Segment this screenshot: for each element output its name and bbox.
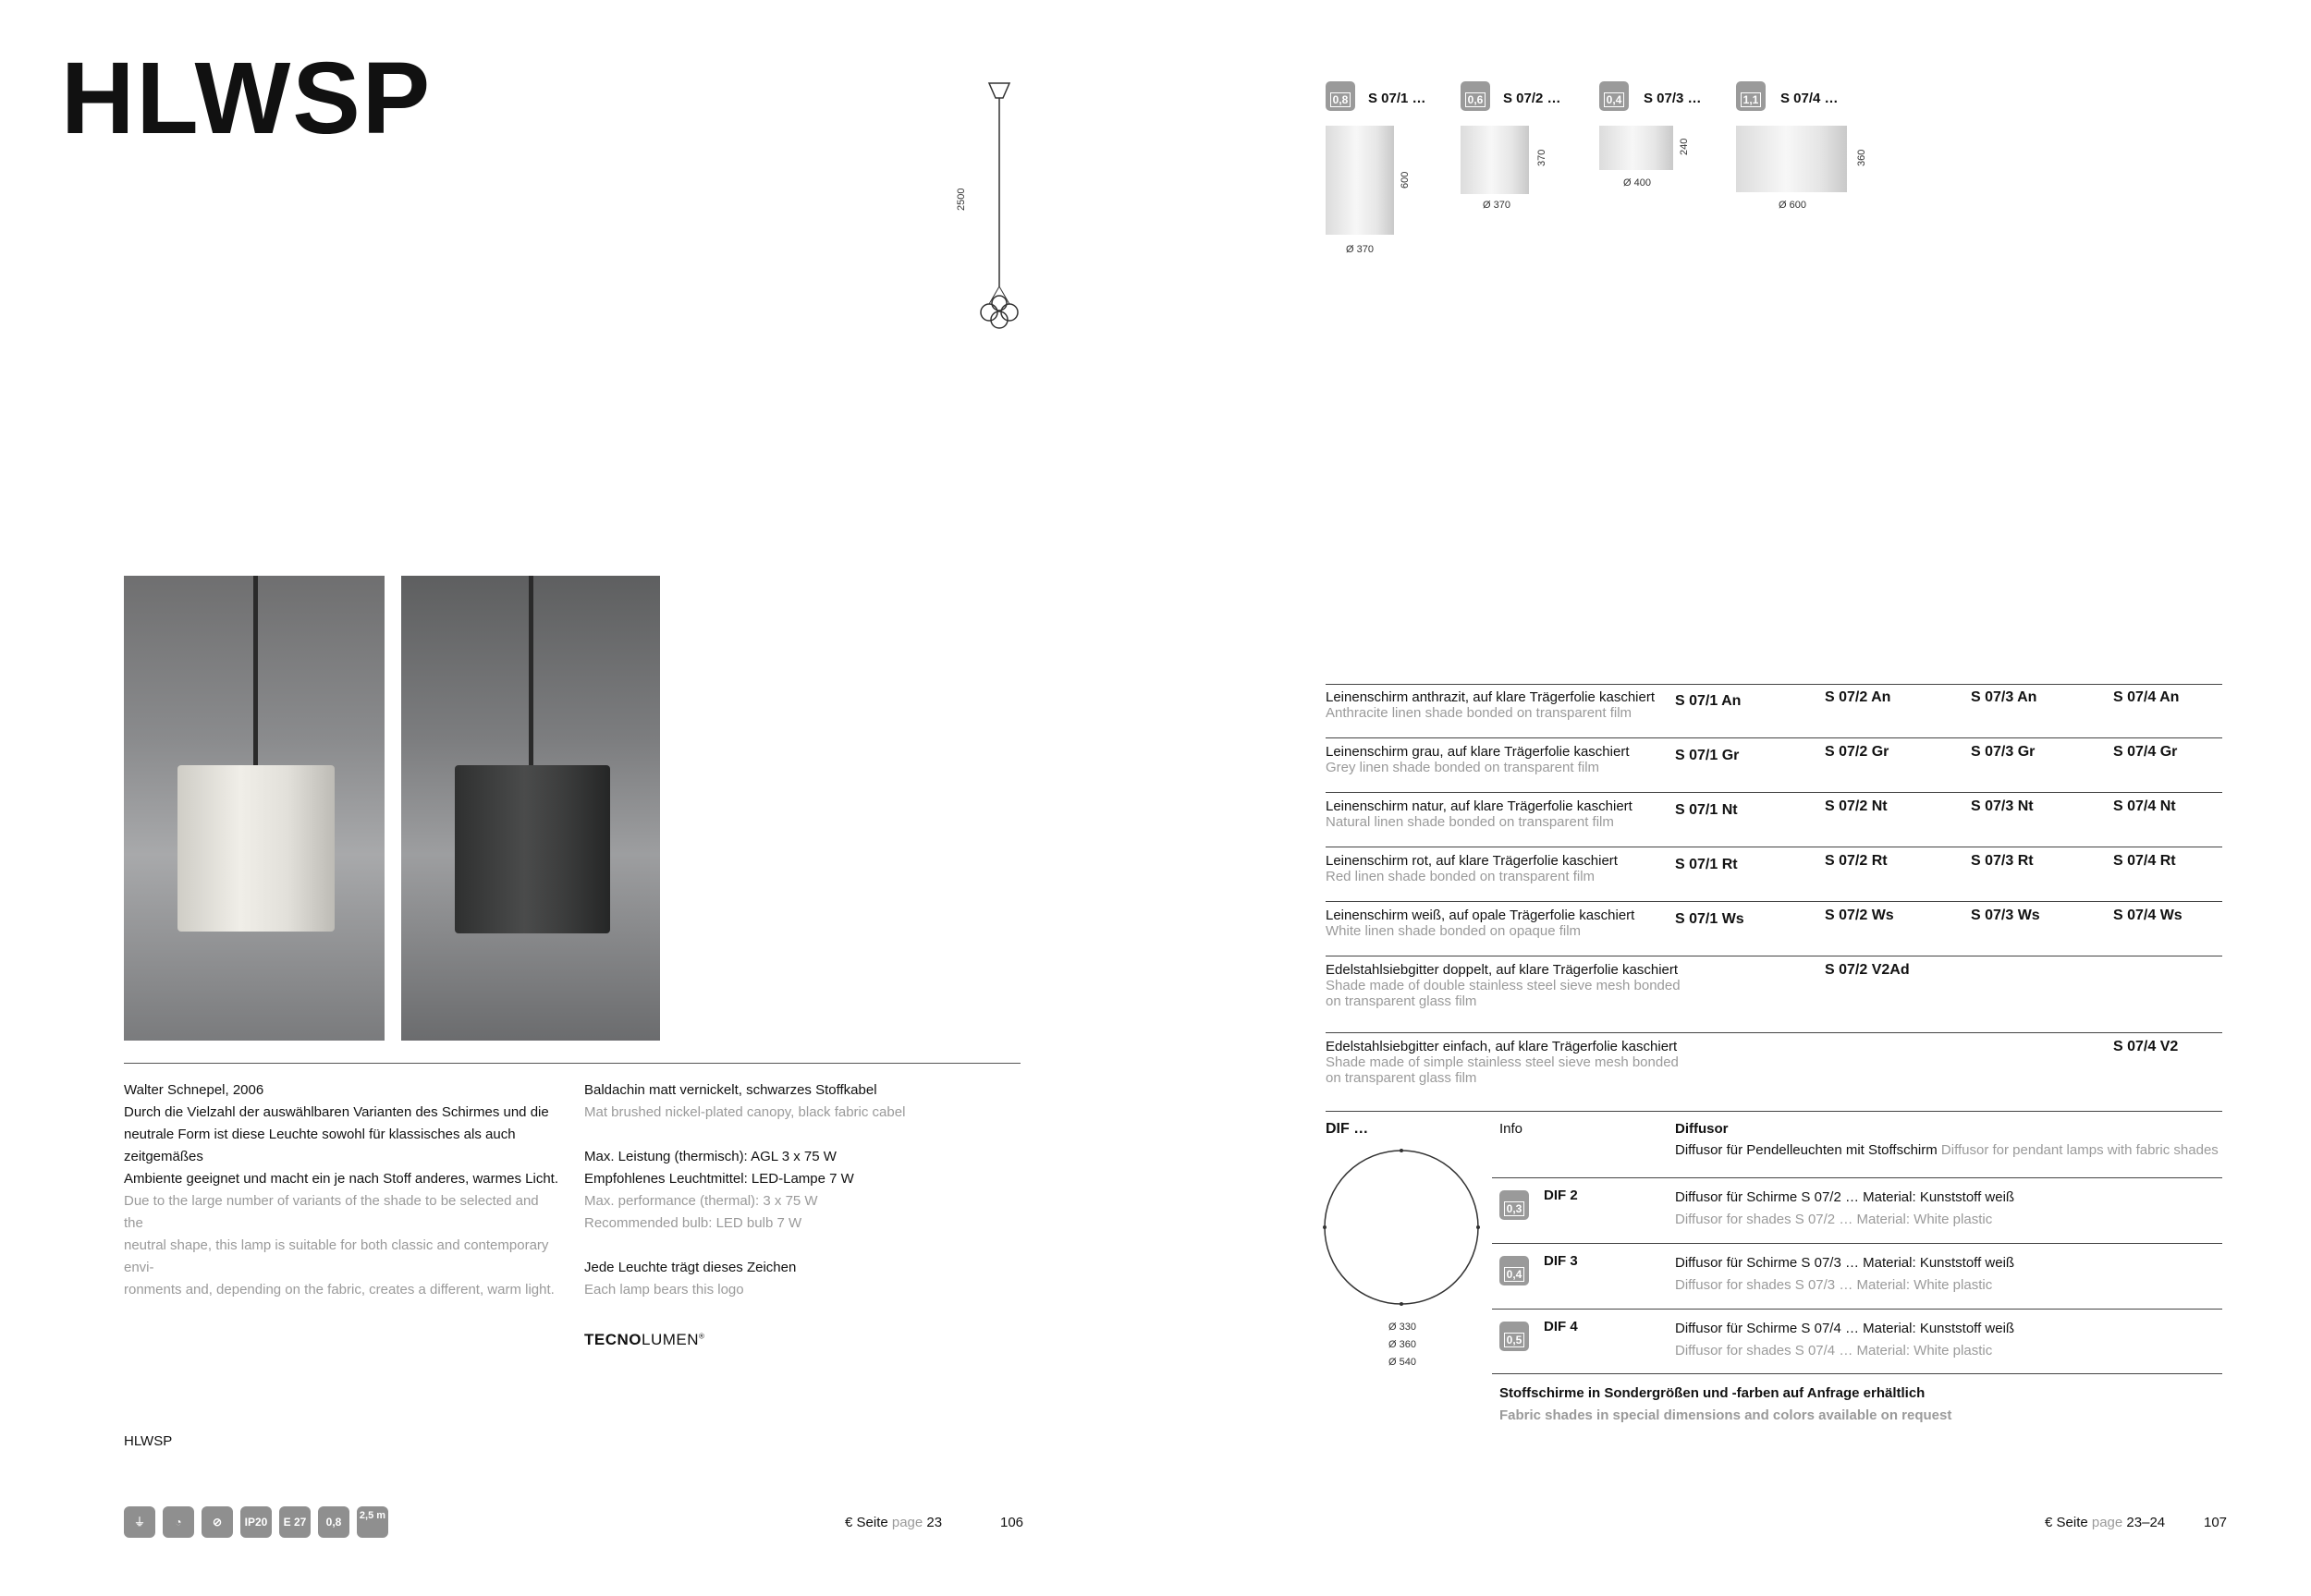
- shade-code-s073: S 07/3 …: [1644, 91, 1702, 106]
- variant-row: Leinenschirm rot, auf klare Trägerfolie kaschiert Red linen shade bonded on transparent film S 07/1 Rt S 07/2 Rt S 07/3 Rt S 07/4 Rt: [1326, 853, 2176, 884]
- shade-s072: [1461, 126, 1529, 194]
- weight-badge-s074: 1,1: [1736, 81, 1766, 111]
- earth-icon: ⏚: [124, 1506, 155, 1538]
- page-reference-right: € Seite page 23–24: [2045, 1515, 2166, 1530]
- row-divider: [1492, 1373, 2222, 1374]
- row-divider: [1326, 1032, 2222, 1033]
- page-number-right: 107: [2204, 1515, 2228, 1530]
- dif-diameter-3: Ø 540: [1388, 1357, 1416, 1368]
- specs-block: [584, 1079, 1009, 1301]
- diameter-s073: Ø 400: [1623, 177, 1651, 189]
- shade-code-s071: S 07/1 …: [1368, 91, 1426, 106]
- desc-en-2: neutral shape, this lamp is suitable for both classic and contemporary envi-: [124, 1237, 549, 1275]
- product-title: HLWSP: [61, 42, 433, 155]
- photo-white-shade: [124, 576, 385, 1041]
- dif2-text: Diffusor für Schirme S 07/2 … Material: Kunststoff weiß Diffusor for shades S 07/2 … Material: White plastic: [1675, 1189, 2015, 1227]
- page-number-left: 106: [1000, 1515, 1024, 1530]
- weight-badge-s073: 0,4: [1599, 81, 1629, 111]
- row-divider: [1492, 1177, 2222, 1178]
- row-divider: [1492, 1243, 2222, 1244]
- diffusor-text: Diffusor für Pendelleuchten mit Stoffschirm Diffusor for pendant lamps with fabric shades: [1675, 1142, 2219, 1158]
- variant-row: Leinenschirm weiß, auf opale Trägerfolie kaschiert White linen shade bonded on opaque film S 07/1 Ws S 07/2 Ws S 07/3 Ws S 07/4 Ws: [1326, 908, 2183, 939]
- dif-diameter-2: Ø 360: [1388, 1339, 1416, 1350]
- diffusor-title: Diffusor: [1675, 1121, 1729, 1137]
- variant-row: Edelstahlsiebgitter einfach, auf klare Trägerfolie kaschiert Shade made of simple stainless steel sieve mesh bonded on transparent glass film S 07/4 V2: [1326, 1039, 2179, 1086]
- diameter-s071: Ø 370: [1346, 244, 1374, 255]
- special-note: Stoffschirme in Sondergrößen und -farben auf Anfrage erhältlich Fabric shades in special dimensions and colors available on request: [1499, 1385, 1952, 1423]
- shade-code-s074: S 07/4 …: [1780, 91, 1839, 106]
- dif3-code: DIF 3: [1544, 1253, 1578, 1269]
- info-label: Info: [1499, 1121, 1523, 1137]
- e27-icon: E 27: [279, 1506, 311, 1538]
- photo-anthracite-shade: [401, 576, 660, 1041]
- row-divider: [1492, 1309, 2222, 1310]
- weight-badge-s072: 0,6: [1461, 81, 1490, 111]
- weight-badge-dif4: 0,5: [1499, 1322, 1529, 1351]
- ip20-icon: IP20: [240, 1506, 272, 1538]
- weight-icon: 0,8: [318, 1506, 349, 1538]
- desc-en-3: ronments and, depending on the fabric, creates a different, warm light.: [124, 1282, 555, 1298]
- dif4-code: DIF 4: [1544, 1319, 1578, 1334]
- logo-note-de: Jede Leuchte trägt dieses Zeichen: [584, 1260, 797, 1275]
- page-reference-left: € Seite page 23: [845, 1515, 943, 1530]
- power-de: Max. Leistung (thermisch): AGL 3 x 75 W: [584, 1149, 837, 1164]
- row-divider: [1326, 737, 2222, 738]
- diffusor-drawing: [1322, 1146, 1485, 1309]
- desc-en-1: Due to the large number of variants of the shade to be selected and the: [124, 1193, 539, 1231]
- dimmer-icon: ◔: [163, 1506, 194, 1538]
- row-divider: [1326, 792, 2222, 793]
- shade-s071: [1326, 126, 1394, 235]
- weight-badge-dif3: 0,4: [1499, 1256, 1529, 1285]
- diameter-s074: Ø 600: [1779, 200, 1806, 211]
- bulb-de: Empfohlenes Leuchtmittel: LED-Lampe 7 W: [584, 1171, 854, 1187]
- shade-s074: [1736, 126, 1847, 192]
- shade-s073: [1599, 126, 1673, 170]
- height-s073: 240: [1679, 138, 1690, 155]
- no-bulb-icon: ⊘: [202, 1506, 233, 1538]
- footer-product-name: HLWSP: [124, 1433, 173, 1449]
- variant-row: Leinenschirm grau, auf klare Trägerfolie kaschiert Grey linen shade bonded on transparent film S 07/1 Gr S 07/2 Gr S 07/3 Gr S 07/4 Gr: [1326, 744, 2178, 775]
- variant-row: Leinenschirm natur, auf klare Trägerfolie kaschiert Natural linen shade bonded on transparent film S 07/1 Nt S 07/2 Nt S 07/3 Nt S 07/4 Nt: [1326, 798, 2176, 830]
- divider: [124, 1063, 1021, 1064]
- variant-row: Leinenschirm anthrazit, auf klare Trägerfolie kaschiert Anthracite linen shade bonded on transparent film S 07/1 An S 07/2 An S 07/3 An S 07/4 An: [1326, 689, 2180, 721]
- drawing-length-label: 2500: [956, 188, 967, 211]
- height-s072: 370: [1536, 149, 1547, 166]
- row-divider: [1326, 901, 2222, 902]
- dif-diameter-1: Ø 330: [1388, 1322, 1416, 1333]
- dif-label: DIF …: [1326, 1121, 1369, 1137]
- weight-badge-s071: 0,8: [1326, 81, 1355, 111]
- height-s071: 600: [1400, 171, 1411, 189]
- designer: Walter Schnepel, 2006: [124, 1082, 264, 1098]
- tecnolumen-logo: TECNOLUMEN®: [584, 1331, 705, 1348]
- diameter-s072: Ø 370: [1483, 200, 1510, 211]
- canopy-en: Mat brushed nickel-plated canopy, black fabric cabel: [584, 1104, 906, 1120]
- cable-length-icon: 2,5 m: [357, 1506, 388, 1538]
- desc-de-1: Durch die Vielzahl der auswählbaren Varianten des Schirmes und die: [124, 1104, 549, 1120]
- row-divider: [1326, 1111, 2222, 1112]
- power-en: Max. performance (thermal): 3 x 75 W: [584, 1193, 818, 1209]
- weight-badge-dif2: 0,3: [1499, 1190, 1529, 1220]
- canopy-de: Baldachin matt vernickelt, schwarzes Stoffkabel: [584, 1082, 877, 1098]
- logo-note-en: Each lamp bears this logo: [584, 1282, 744, 1298]
- shade-code-s072: S 07/2 …: [1503, 91, 1561, 106]
- height-s074: 360: [1856, 149, 1867, 166]
- dif4-text: Diffusor für Schirme S 07/4 … Material: Kunststoff weiß Diffusor for shades S 07/4 … Material: White plastic: [1675, 1321, 2015, 1358]
- variant-row: Edelstahlsiebgitter doppelt, auf klare Trägerfolie kaschiert Shade made of double stainless steel sieve mesh bonded on transparent glass film S 07/2 V2Ad: [1326, 962, 1910, 1009]
- dif3-text: Diffusor für Schirme S 07/3 … Material: Kunststoff weiß Diffusor for shades S 07/3 … Material: White plastic: [1675, 1255, 2015, 1293]
- description-block: [124, 1079, 558, 1301]
- table-top-line: [1326, 684, 2222, 685]
- bulb-en: Recommended bulb: LED bulb 7 W: [584, 1215, 802, 1231]
- desc-de-3: Ambiente geeignet und macht ein je nach Stoff anderes, warmes Licht.: [124, 1171, 559, 1187]
- pendant-drawing: [961, 74, 1045, 333]
- dif2-code: DIF 2: [1544, 1188, 1578, 1203]
- desc-de-2: neutrale Form ist diese Leuchte sowohl für klassisches als auch zeitgemäßes: [124, 1127, 516, 1164]
